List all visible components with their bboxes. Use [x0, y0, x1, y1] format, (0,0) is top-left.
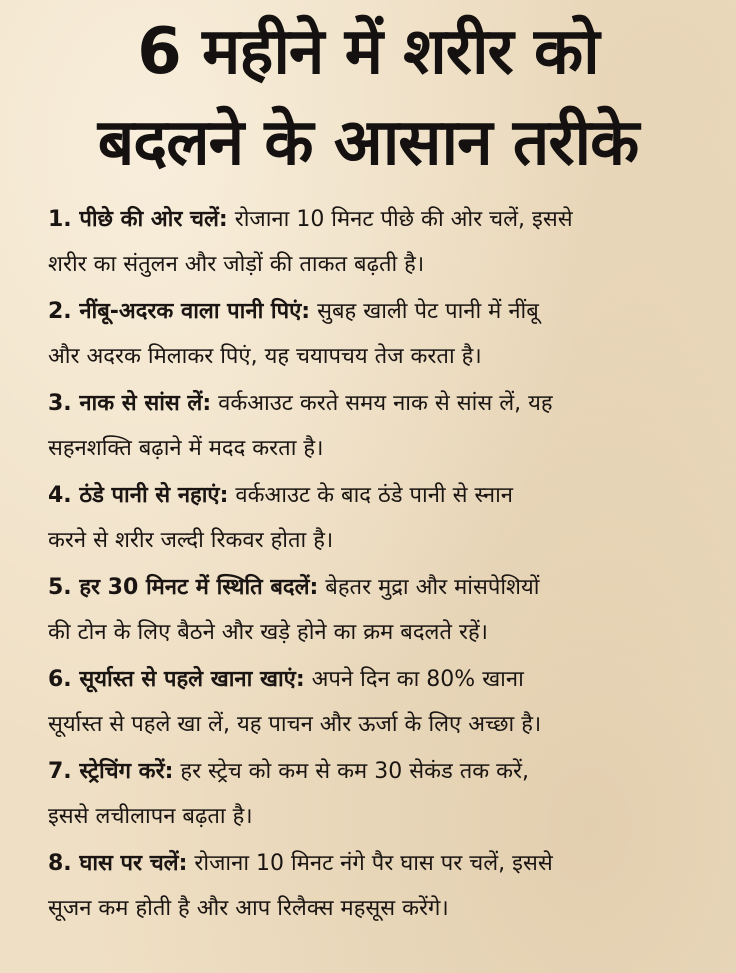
- tip-line-1: [48, 381, 708, 426]
- tip-line-2: सहनशक्ति बढ़ाने में मदद करता है।: [48, 436, 324, 461]
- tip-heading: 2. नींबू-अदरक वाला पानी पिएं:: [48, 299, 311, 324]
- tip-line-1: [48, 289, 708, 334]
- tip-line-1: [48, 565, 708, 610]
- tip-line-2: सूजन कम होती है और आप रिलैक्स महसूस करेंगे।: [48, 896, 449, 921]
- tip-text: रोजाना 10 मिनट पीछे की ओर चलें, इससे: [227, 207, 573, 232]
- tip-1: [48, 197, 708, 287]
- tip-text: बेहतर मुद्रा और मांसपेशियों: [318, 575, 540, 600]
- tip-text: सुबह खाली पेट पानी में नींबू: [310, 299, 539, 324]
- tip-line-2: सूर्यास्त से पहले खा लें, यह पाचन और ऊर्जा के लिए अच्छा है।: [48, 712, 542, 737]
- tip-line-1: [48, 473, 708, 518]
- tip-6: [48, 657, 708, 747]
- tip-text: रोजाना 10 मिनट नंगे पैर घास पर चलें, इससे: [187, 851, 553, 876]
- tip-line-1: [48, 657, 708, 702]
- tip-heading: 5. हर 30 मिनट में स्थिति बदलें:: [48, 575, 319, 600]
- page-title-line-1: 6 महीने में शरीर को: [137, 15, 599, 89]
- tip-2: [48, 289, 708, 379]
- tip-8: [48, 841, 708, 931]
- tip-line-1: [48, 841, 708, 886]
- tip-line-2: इससे लचीलापन बढ़ता है।: [48, 804, 253, 829]
- tip-heading: 3. नाक से सांस लें:: [48, 391, 212, 416]
- tip-heading: 1. पीछे की ओर चलें:: [48, 207, 228, 232]
- tip-heading: 4. ठंडे पानी से नहाएं:: [48, 483, 229, 508]
- tip-line-1: [48, 749, 708, 794]
- page-title-line-2: बदलने के आसान तरीके: [97, 106, 639, 180]
- tip-text: वर्कआउट के बाद ठंडे पानी से स्नान: [228, 483, 513, 508]
- tip-5: [48, 565, 708, 655]
- tip-heading: 6. सूर्यास्त से पहले खाना खाएं:: [48, 667, 305, 692]
- tip-line-2: और अदरक मिलाकर पिएं, यह चयापचय तेज करता है।: [48, 344, 482, 369]
- tip-text: वर्कआउट करते समय नाक से सांस लें, यह: [211, 391, 553, 416]
- tip-text: हर स्ट्रेच को कम से कम 30 सेकंड तक करें,: [173, 759, 530, 784]
- tip-line-1: [48, 197, 708, 242]
- tip-text: अपने दिन का 80% खाना: [304, 667, 524, 692]
- tip-line-2: शरीर का संतुलन और जोड़ों की ताकत बढ़ती है।: [48, 252, 425, 277]
- tip-heading: 8. घास पर चलें:: [48, 851, 188, 876]
- tip-heading: 7. स्ट्रेचिंग करें:: [48, 759, 174, 784]
- tip-line-2: की टोन के लिए बैठने और खड़े होने का क्रम बदलते रहें।: [48, 620, 488, 645]
- tip-7: [48, 749, 708, 839]
- tip-4: [48, 473, 708, 563]
- tip-line-2: करने से शरीर जल्दी रिकवर होता है।: [48, 528, 334, 553]
- tip-3: [48, 381, 708, 471]
